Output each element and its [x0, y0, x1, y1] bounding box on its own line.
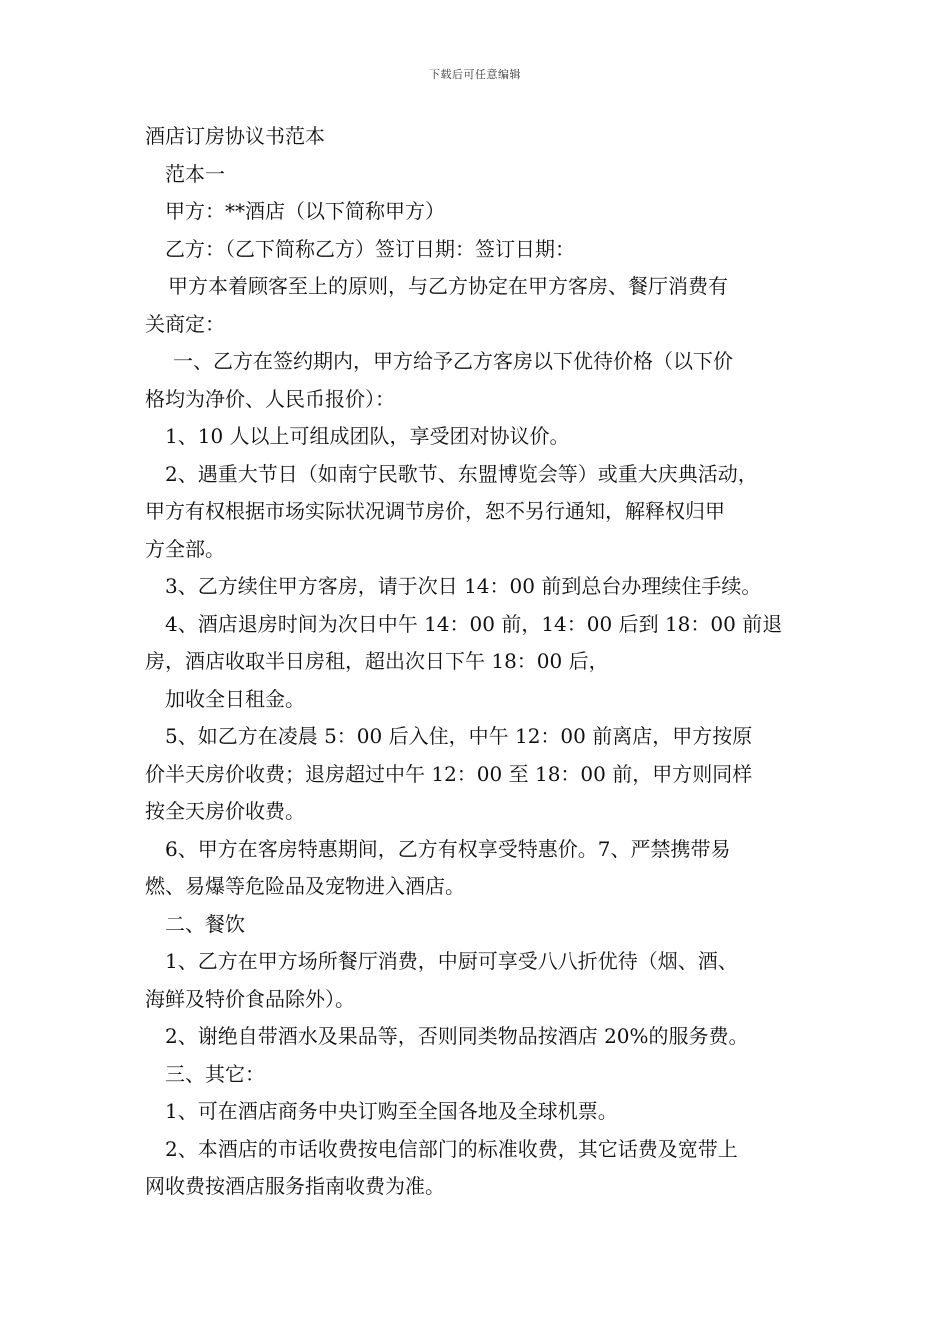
paragraph-line: 方全部。: [145, 536, 225, 561]
list-item: 1、乙方在甲方场所餐厅消费，中厨可享受八八折优待（烟、酒、: [165, 949, 738, 973]
paragraph-line: 甲方有权根据市场实际状况调节房价，恕不另行通知，解释权归甲: [145, 499, 725, 523]
list-item: 1、可在酒店商务中央订购至全国各地及全球机票。: [165, 1099, 618, 1123]
section-heading: 三、其它：: [165, 1061, 265, 1086]
document-title: 酒店订房协议书范本: [145, 124, 325, 148]
paragraph-line: 甲方本着顾客至上的原则，与乙方协定在甲方客房、餐厅消费有: [168, 274, 728, 298]
paragraph-line: 加收全日租金。: [165, 686, 305, 711]
paragraph-line: 甲方：**酒店（以下简称甲方）: [165, 199, 445, 223]
paragraph-line: 乙方：（乙下简称乙方）签订日期：签订日期：: [165, 236, 575, 261]
paragraph-line: 网收费按酒店服务指南收费为准。: [145, 1174, 445, 1198]
list-item: 4、酒店退房时间为次日中午 14：00 前，14：00 后到 18：00 前退: [165, 611, 783, 636]
paragraph-line: 海鲜及特价食品除外）。: [145, 986, 355, 1011]
list-item: 5、如乙方在凌晨 5：00 后入住，中午 12：00 前离店，甲方按原: [165, 724, 753, 748]
paragraph-line: 房，酒店收取半日房租，超出次日下午 18：00 后，: [145, 649, 609, 673]
paragraph-line: 范本一: [165, 161, 225, 186]
list-item: 1、10 人以上可组成团队，享受团对协议价。: [165, 424, 570, 448]
list-item: 2、本酒店的市话收费按电信部门的标准收费，其它话费及宽带上: [165, 1136, 738, 1161]
section-heading: 一、乙方在签约期内，甲方给予乙方客房以下优待价格（以下价: [173, 349, 733, 373]
paragraph-line: 价半天房价收费；退房超过中午 12：00 至 18：00 前，甲方则同样: [145, 761, 753, 786]
document-body: [145, 118, 815, 1206]
list-item: 2、遇重大节日（如南宁民歌节、东盟博览会等）或重大庆典活动，: [165, 461, 758, 486]
paragraph-line: 格均为净价、人民币报价）：: [145, 386, 395, 411]
page-header: 下载后可任意编辑: [429, 68, 521, 81]
list-item: 6、甲方在客房特惠期间，乙方有权享受特惠价。7、严禁携带易: [165, 836, 731, 861]
paragraph-line: 按全天房价收费。: [145, 799, 305, 823]
list-item: 3、乙方续住甲方客房，请于次日 14：00 前到总台办理续住手续。: [165, 574, 762, 598]
paragraph-line: 关商定：: [145, 311, 225, 336]
section-heading: 二、餐饮: [165, 911, 245, 936]
paragraph-line: 燃、易爆等危险品及宠物进入酒店。: [145, 874, 465, 898]
list-item: 2、谢绝自带酒水及果品等，否则同类物品按酒店 20%的服务费。: [165, 1024, 749, 1048]
